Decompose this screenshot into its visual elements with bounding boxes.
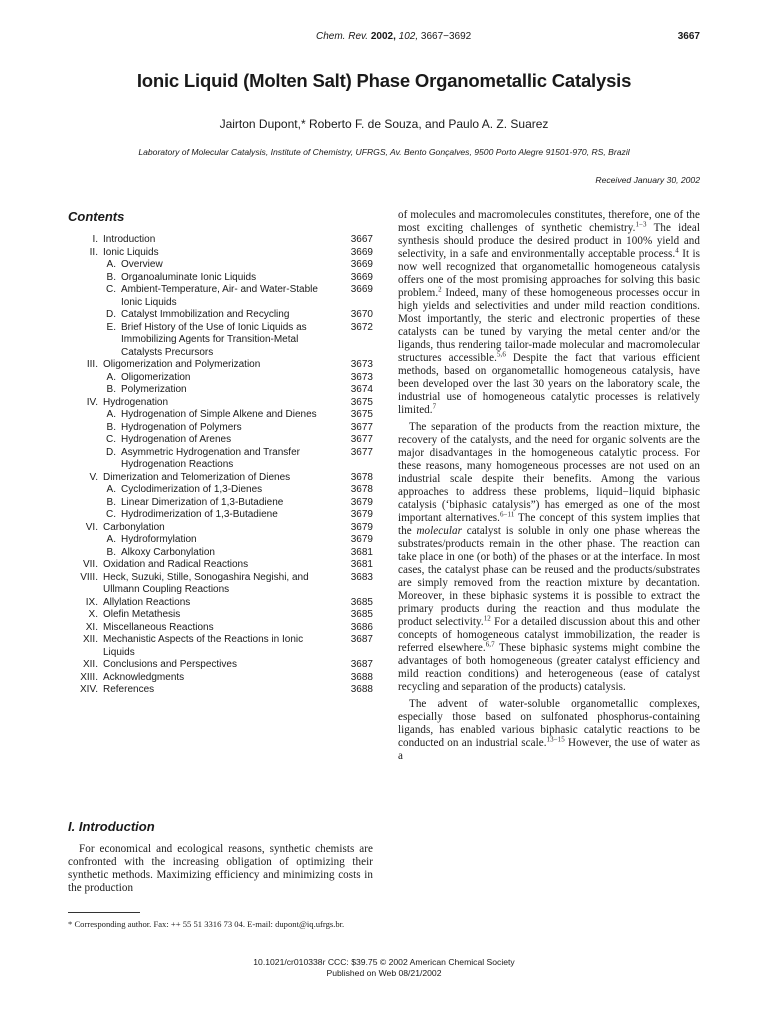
toc-entry: [68, 497, 373, 510]
toc-entry: [68, 322, 373, 360]
toc-entry-title: Dimerization and Telomerization of Dienes: [103, 471, 291, 483]
toc-entry-title: Carbonylation: [103, 521, 165, 533]
toc-entry-number: III.: [86, 359, 98, 370]
journal-year: 2002,: [370, 31, 396, 42]
toc-entry-title: Asymmetric Hydrogenation and Transfer Hydrogenation Reactions: [121, 446, 300, 470]
toc-entry: [68, 509, 373, 522]
toc-entry-title: Olefin Metathesis: [103, 609, 181, 620]
toc-entry-page: 3687: [350, 634, 373, 645]
toc-entry-number: B.: [106, 384, 116, 395]
toc-entry: [68, 672, 373, 685]
footnote-rule: [68, 912, 140, 913]
toc-entry-number: B.: [106, 271, 116, 283]
toc-entry-title: Hydrodimerization of 1,3-Butadiene: [121, 509, 278, 520]
toc-entry-page: 3677: [350, 421, 373, 433]
left-column-body: [68, 843, 373, 895]
toc-entry-title: Oxidation and Radical Reactions: [103, 559, 249, 570]
toc-entry-page: 3677: [350, 446, 373, 458]
article-title: Ionic Liquid (Molten Salt) Phase Organometallic Catalysis: [136, 70, 632, 91]
toc-entry-number: X.: [88, 609, 98, 620]
toc-entry-number: C.: [106, 284, 116, 295]
toc-entry: [68, 247, 373, 260]
toc-entry-number: B.: [106, 496, 116, 508]
toc-entry-number: B.: [106, 421, 116, 433]
toc-entry: [68, 472, 373, 485]
intro-paragraph: For economical and ecological reasons, synthetic chemists are confronted with the increasing obligation of optimizing their synthetic methods. Maximizing efficiency and minimizing costs in the production: [68, 843, 373, 894]
toc-entry-title: Miscellaneous Reactions: [103, 621, 214, 633]
toc-entry-page: 3677: [350, 434, 373, 445]
toc-entry: [68, 259, 373, 272]
page-number: 3667: [677, 31, 700, 42]
toc-entry-number: IX.: [85, 596, 98, 608]
toc-entry: [68, 397, 373, 410]
toc-entry: [68, 309, 373, 322]
toc-entry-page: 3670: [350, 309, 373, 320]
toc-entry-page: 3669: [350, 271, 373, 283]
toc-entry-title: Acknowledgments: [103, 671, 185, 683]
toc-entry-page: 3679: [350, 509, 373, 520]
toc-entry: [68, 684, 373, 697]
toc-entry-title: Hydrogenation of Simple Alkene and Dienes: [121, 409, 317, 420]
publication-date-line: Published on Web 08/21/2002: [326, 968, 442, 978]
doi-copyright-line: 10.1021/cr010338r CCC: $39.75 © 2002 American Chemical Society: [253, 957, 515, 967]
toc-entry-title: Heck, Suzuki, Stille, Sonogashira Negishi, and Ullmann Coupling Reactions: [103, 571, 309, 595]
toc-entry: [68, 272, 373, 285]
toc-entry-page: 3673: [350, 359, 373, 370]
toc-entry-title: Hydroformylation: [121, 534, 197, 545]
toc-entry-title: Hydrogenation of Arenes: [121, 434, 232, 445]
toc-entry-number: D.: [106, 309, 116, 320]
toc-entry-number: XII.: [82, 634, 98, 645]
toc-entry-number: E.: [106, 321, 116, 333]
toc-entry-number: A.: [106, 259, 116, 270]
contents-heading: Contents: [68, 209, 125, 224]
corresponding-author-footnote: * Corresponding author. Fax: ++ 55 51 3316 73 04. E-mail: dupont@iq.ufrgs.br.: [68, 919, 345, 929]
toc-entry-number: VIII.: [80, 571, 98, 583]
toc-entry: [68, 622, 373, 635]
toc-entry-title: Allylation Reactions: [103, 596, 191, 608]
toc-entry-page: 3688: [350, 684, 373, 695]
toc-entry-page: 3672: [350, 321, 373, 333]
affiliation: Laboratory of Molecular Catalysis, Institute of Chemistry, UFRGS, Av. Bento Gonçalves, 9500 Porto Alegre 91501-970, RS, Brazil: [138, 147, 630, 157]
toc-entry-title: Overview: [121, 259, 163, 270]
journal-citation: [316, 31, 471, 42]
journal-pages: 3667−3692: [420, 31, 472, 42]
toc-entry-number: II.: [89, 246, 98, 258]
toc-entry-page: 3687: [350, 659, 373, 670]
toc-entry-title: Ambient-Temperature, Air- and Water-Stable Ionic Liquids: [121, 284, 318, 308]
toc-entry-page: 3678: [350, 471, 373, 483]
toc-entry-page: 3688: [350, 671, 373, 683]
toc-entry-title: Linear Dimerization of 1,3-Butadiene: [121, 496, 284, 508]
toc-entry-page: 3685: [350, 596, 373, 608]
toc-entry-page: 3685: [350, 609, 373, 620]
toc-entry: [68, 434, 373, 447]
toc-entry: [68, 634, 373, 659]
toc-entry-title: Hydrogenation: [103, 396, 169, 408]
toc-entry-page: 3683: [350, 571, 373, 583]
toc-entry-page: 3678: [350, 484, 373, 495]
toc-entry-title: Oligomerization and Polymerization: [103, 359, 261, 370]
toc-entry: [68, 484, 373, 497]
toc-entry-title: Hydrogenation of Polymers: [121, 421, 242, 433]
authors: Jairton Dupont,* Roberto F. de Souza, and Paulo A. Z. Suarez: [219, 117, 549, 131]
toc-entry-title: Cyclodimerization of 1,3-Dienes: [121, 484, 263, 495]
toc-entry-page: 3686: [350, 621, 373, 633]
toc-entry-title: Polymerization: [121, 384, 187, 395]
toc-entry-page: 3673: [350, 371, 373, 383]
toc-entry-title: Mechanistic Aspects of the Reactions in Ionic Liquids: [103, 634, 304, 658]
right-column-body: [398, 209, 700, 763]
toc-entry-number: A.: [106, 484, 116, 495]
toc-entry: [68, 659, 373, 672]
paragraph-3: The advent of water-soluble organometallic complexes, especially those based on sulfonated phosphorus-containing ligands, has enabled various biphasic catalytic reactions to be conducted on an industrial scale.$^{13-15}$ However, the use of water as a: [398, 698, 700, 762]
toc-entry: [68, 359, 373, 372]
toc-entry-page: 3669: [350, 284, 373, 295]
toc-entry: [68, 609, 373, 622]
toc-entry-title: Organoaluminate Ionic Liquids: [121, 271, 257, 283]
toc-entry-number: A.: [106, 371, 116, 383]
journal-volume: 102,: [398, 31, 419, 42]
toc-entry-number: IV.: [86, 396, 98, 408]
toc-entry: [68, 547, 373, 560]
paragraph-2: The separation of the products from the reaction mixture, the recovery of the catalysts, and the need for organic solvents are the major disadvantages in the homogeneous catalytic process. For these reasons, many homogeneous processes are not used on an industrial scale despite their benefits. Among the various approaches to address these problems, liquid−liquid biphasic catalysis (‘biphasic catalysis”) has emerged as one of the most important alternatives.$^{6-11}$ The concept of this system implies that the molecular catalyst is soluble in only one phase whereas the substrates/products remain in the other phase. The reaction can take place in one (or both) of the phases or at the interface. In most cases, the catalyst phase can be reused and the products/substrates are simply removed from the reaction mixture by decantation. Moreover, in these biphasic systems it is possible to extract the primary products during the reaction and thus modulate the product selectivity.$^{12}$ For a detailed discussion about this and other concepts of homogeneous catalyst immobilization, the reader is referred elsewhere.$^{6,7}$ These biphasic systems might combine the advantages of both homogeneous (greater catalyst efficiency and mild reaction conditions) and heterogeneous (ease of catalyst recycling and separation of the products) catalysis.: [398, 421, 701, 693]
toc-entry-number: XII.: [82, 659, 98, 670]
toc-entry-page: 3681: [350, 559, 373, 570]
toc-entry: [68, 534, 373, 547]
toc-entry-page: 3667: [350, 234, 373, 245]
toc-entry: [68, 597, 373, 610]
toc-entry: [68, 234, 373, 247]
toc-entry-number: VI.: [85, 521, 98, 533]
toc-entry-number: C.: [106, 509, 116, 520]
toc-entry-number: XIV.: [80, 684, 98, 695]
toc-entry: [68, 384, 373, 397]
paragraph-1: of molecules and macromolecules constitutes, therefore, one of the most exciting challenges of synthetic chemistry.$^{1-3}$ The ideal synthesis should produce the desired product in 100% yield and selectivity, in a safe and environmentally acceptable process.$^4$ It is now well recognized that organometallic homogeneous catalysis offers one of the most promising approaches for solving this basic problem.$^2$ Indeed, many of these homogeneous processes occur in high yields and selectivities and under mild reaction conditions. Most importantly, the steric and electronic properties of these catalysts can be tuned by varying the metal center and/or the ligands, thus rendering tailor-made molecular and macromolecular structures accessible.$^{5,6}$ Despite the fact that various efficient methods, based on organometallic homogeneous catalysis, have been developed over the last 30 years on the laboratory scale, the industrial use of homogeneous catalytic processes is relatively limited.$^7$: [398, 209, 701, 416]
toc-entry-title: Alkoxy Carbonylation: [121, 546, 215, 558]
toc-entry-title: Catalyst Immobilization and Recycling: [121, 309, 290, 320]
toc-entry: [68, 522, 373, 535]
toc-entry-title: Introduction: [103, 234, 156, 245]
introduction-heading: I. Introduction: [68, 819, 155, 834]
toc-entry: [68, 447, 373, 472]
toc-entry-number: B.: [106, 546, 116, 558]
toc-entry-title: Conclusions and Perspectives: [103, 659, 237, 670]
toc-entry-title: Brief History of the Use of Ionic Liquids as Immobilizing Agents for Transition-Metal Catalysts Precursors: [121, 321, 307, 358]
toc-entry-number: D.: [106, 446, 116, 458]
toc-entry-number: A.: [106, 534, 116, 545]
toc-entry-number: XIII.: [80, 671, 98, 683]
toc-entry-number: C.: [106, 434, 116, 445]
table-of-contents: [68, 234, 373, 697]
toc-entry-page: 3674: [350, 384, 373, 395]
toc-entry-number: XI.: [85, 621, 98, 633]
toc-entry-page: 3675: [350, 409, 373, 420]
toc-entry-title: Oligomerization: [121, 371, 191, 383]
toc-entry-page: 3681: [350, 546, 373, 558]
toc-entry-number: V.: [89, 471, 98, 483]
toc-entry-number: A.: [106, 409, 116, 420]
toc-entry-page: 3679: [350, 521, 373, 533]
toc-entry-page: 3675: [350, 396, 373, 408]
toc-entry: [68, 572, 373, 597]
toc-entry: [68, 409, 373, 422]
toc-entry-page: 3669: [350, 246, 373, 258]
toc-entry-title: Ionic Liquids: [103, 246, 159, 258]
received-date: Received January 30, 2002: [595, 175, 700, 185]
toc-entry: [68, 372, 373, 385]
toc-entry-page: 3679: [350, 496, 373, 508]
toc-entry-page: 3679: [350, 534, 373, 545]
journal-name: Chem. Rev.: [316, 31, 369, 42]
toc-entry-page: 3669: [350, 259, 373, 270]
toc-entry: [68, 284, 373, 309]
toc-entry-number: VII.: [82, 559, 98, 570]
toc-entry-title: References: [103, 684, 155, 695]
toc-entry: [68, 559, 373, 572]
toc-entry-number: I.: [92, 234, 98, 245]
toc-entry: [68, 422, 373, 435]
